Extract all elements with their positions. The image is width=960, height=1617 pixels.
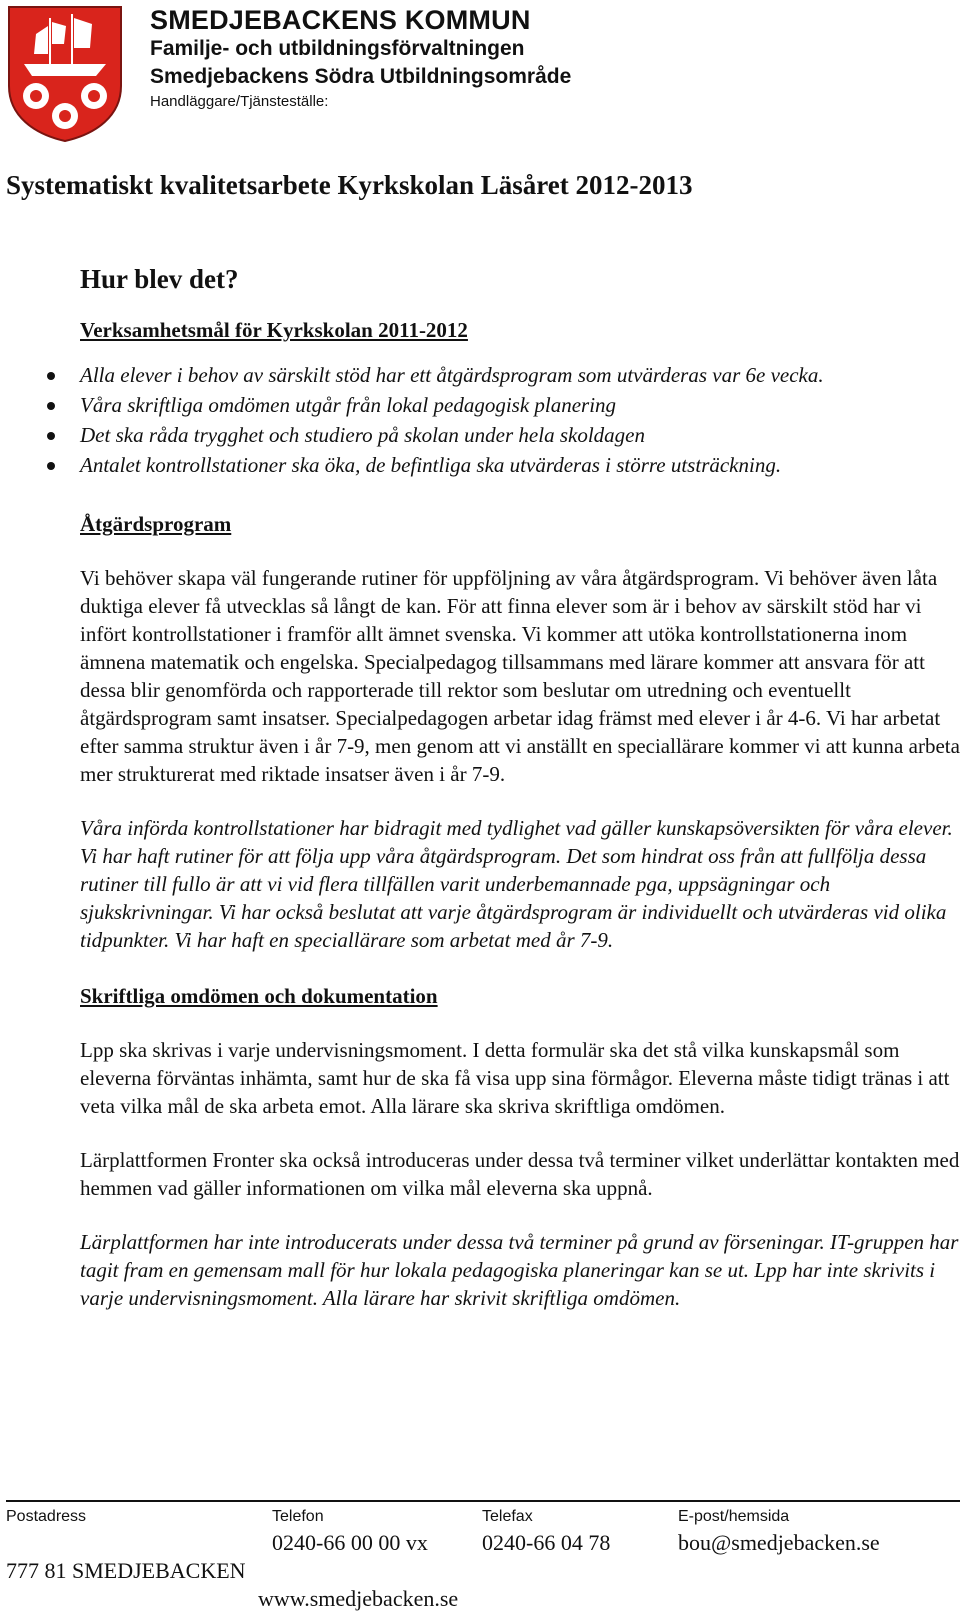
bullet-icon — [47, 372, 55, 380]
municipal-coat-of-arms-logo — [6, 4, 124, 144]
postal-address-value: 777 81 SMEDJEBACKEN — [6, 1558, 246, 1583]
postal-address-label: Postadress — [6, 1508, 87, 1525]
learning-platform-plan-paragraph: Lärplattformen Fronter ska också introduceras under dessa två terminer vilket underlättar kontakten med hemmen vad gäller informationen om vilka mål eleverna ska uppnå. — [80, 1148, 960, 1200]
phone-value: 0240-66 00 00 vx — [272, 1530, 428, 1555]
handler-label: Handläggare/Tjänsteställe: — [150, 93, 329, 110]
bullet-icon — [47, 462, 55, 470]
page-footer — [6, 1500, 960, 1617]
bullet-icon — [47, 402, 55, 410]
bullet-icon — [47, 432, 55, 440]
document-body — [80, 262, 960, 1312]
goals-list — [80, 360, 960, 480]
department-name: Familje- och utbildningsförvaltningen — [150, 37, 525, 60]
question-heading: Hur blev det? — [80, 264, 239, 294]
action-program-outcome-paragraph: Våra införda kontrollstationer har bidragit med tydlighet vad gäller kunskapsöversikten för våra elever. Vi har haft rutiner för att följa upp våra åtgärdsprogram. Det som hindrat oss från att fullfölja dessa rutiner till fullo är att vi vid flera tillfällen varit underbemannade pga, uppsägningar och sjukskrivningar. Vi har också beslutat att varje åtgärdsprogram är individuellt och utvärderas vid olika tidpunkter. Vi har haft en speciallärare som arbetat med år 7-9. — [80, 816, 953, 952]
section-heading-written-assessments: Skriftliga omdömen och dokumentation — [80, 984, 438, 1008]
list-item: Antalet kontrollstationer ska öka, de befintliga ska utvärderas i större utsträckning. — [80, 450, 960, 480]
phone-label: Telefon — [272, 1508, 324, 1525]
document-title: Systematiskt kvalitetsarbete Kyrkskolan Läsåret 2012-2013 — [6, 170, 693, 200]
website-link[interactable]: www.smedjebacken.se — [258, 1586, 459, 1611]
written-assessment-outcome-paragraph: Lärplattformen har inte introducerats under dessa två terminer på grund av förseningar. IT-gruppen har tagit fram en gemensam mall för hur lokala pedagogiska planeringar kan se ut. Lpp har inte skrivits i varje undervisningsmoment. Alla lärare har skrivit skriftliga omdömen. — [80, 1230, 959, 1310]
section-heading-goals: Verksamhetsmål för Kyrkskolan 2011-2012 — [80, 318, 468, 342]
list-item: Det ska råda trygghet och studiero på skolan under hela skoldagen — [80, 420, 960, 450]
list-item: Alla elever i behov av särskilt stöd har ett åtgärdsprogram som utvärderas var 6e vecka. — [80, 360, 960, 390]
section-heading-action-programs: Åtgärdsprogram — [80, 512, 232, 536]
letterhead — [150, 6, 571, 112]
fax-label: Telefax — [482, 1508, 533, 1525]
written-assessment-plan-paragraph: Lpp ska skrivas i varje undervisningsmoment. I detta formulär ska det stå vilka kunskapsmål som eleverna förväntas inhämta, samt hur de ska få visa upp sina förmågor. Eleverna måste tidigt tränas i att veta vilka mål de ska arbeta emot. Alla lärare ska skriva skriftliga omdömen. — [80, 1038, 950, 1118]
action-program-plan-paragraph: Vi behöver skapa väl fungerande rutiner för uppföljning av våra åtgärdsprogram. Vi behöver även låta duktiga elever få utvecklas så långt de kan. För att finna elever som är i behov av särskilt stöd har vi infört kontrollstationer i framför allt ämnet svenska. Vi kommer att utöka kontrollstationerna inom ämnena matematik och engelska. Specialpedagog tillsammans med lärare kommer att ansvara för att dessa blir genomförda och rapporterade till rektor som beslutar om utredning och eventuellt åtgärdsprogram samt insatser. Specialpedagogen arbetar idag främst med elever i år 4-6. Vi har arbetat efter samma struktur även i år 7-9, men genom att vi anställt en speciallärare kommer vi att kunna arbeta mer strukturerat med riktade insatser även i år 7-9. — [80, 566, 960, 786]
email-label: E-post/hemsida — [678, 1508, 790, 1525]
list-item: Våra skriftliga omdömen utgår från lokal pedagogisk planering — [80, 390, 960, 420]
email-link[interactable]: bou@smedjebacken.se — [678, 1530, 880, 1555]
fax-value: 0240-66 04 78 — [482, 1530, 611, 1555]
district-name: Smedjebackens Södra Utbildningsområde — [150, 65, 572, 88]
municipality-name: SMEDJEBACKENS KOMMUN — [150, 5, 531, 35]
